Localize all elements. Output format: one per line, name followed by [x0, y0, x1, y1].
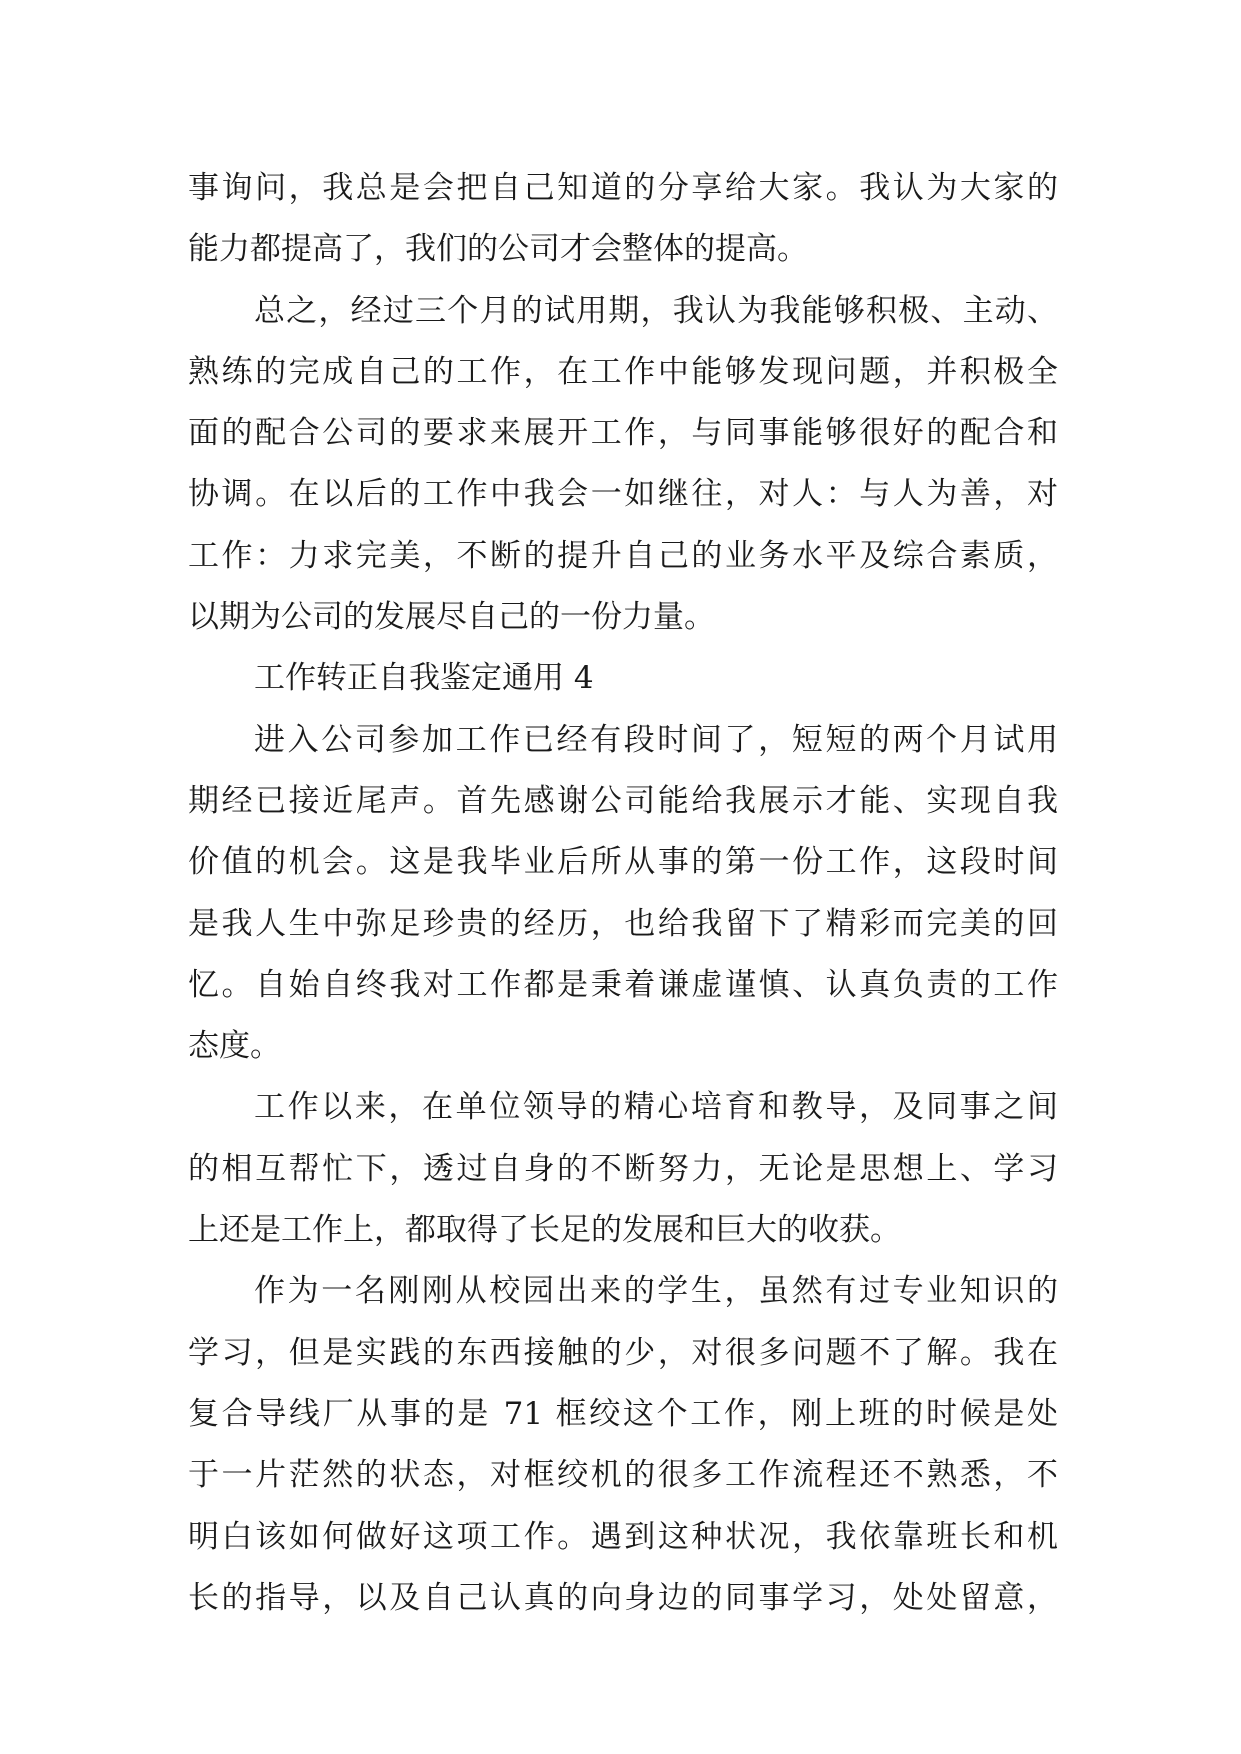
text-line: 学习，但是实践的东西接触的少，对很多问题不了解。我在 — [188, 1334, 1058, 1371]
text-line: 于一片茫然的状态，对框绞机的很多工作流程还不熟悉，不 — [188, 1457, 1058, 1494]
text-line: 价值的机会。这是我毕业后所从事的第一份工作，这段时间 — [188, 844, 1058, 881]
text-line: 协调。在以后的工作中我会一如继往，对人：与人为善，对 — [188, 476, 1058, 513]
paragraph-first-line: 作为一名刚刚从校园出来的学生，虽然有过专业知识的 — [254, 1273, 1058, 1310]
text-line: 复合导线厂从事的是 71 框绞这个工作，刚上班的时候是处 — [188, 1395, 1058, 1432]
text-line: 忆。自始自终我对工作都是秉着谦虚谨慎、认真负责的工作 — [188, 966, 1058, 1003]
text-line: 的相互帮忙下，透过自身的不断努力，无论是思想上、学习 — [188, 1150, 1058, 1187]
text-line: 能力都提高了，我们的公司才会整体的提高。 — [188, 231, 808, 268]
text-line: 是我人生中弥足珍贵的经历，也给我留下了精彩而完美的回 — [188, 905, 1058, 942]
text-line: 态度。 — [188, 1028, 281, 1065]
text-line: 面的配合公司的要求来展开工作，与同事能够很好的配合和 — [188, 415, 1058, 452]
text-line: 工作：力求完美，不断的提升自己的业务水平及综合素质， — [188, 537, 1058, 574]
text-line: 熟练的完成自己的工作，在工作中能够发现问题，并积极全 — [188, 353, 1058, 390]
paragraph-first-line: 工作转正自我鉴定通用 4 — [254, 660, 594, 697]
paragraph-first-line: 进入公司参加工作已经有段时间了，短短的两个月试用 — [254, 721, 1058, 758]
text-line: 明白该如何做好这项工作。遇到这种状况，我依靠班长和机 — [188, 1518, 1058, 1555]
paragraph-first-line: 总之，经过三个月的试用期，我认为我能够积极、主动、 — [254, 292, 1058, 329]
paragraph-first-line: 工作以来，在单位领导的精心培育和教导，及同事之间 — [254, 1089, 1058, 1126]
text-line: 以期为公司的发展尽自己的一份力量。 — [188, 599, 715, 636]
text-line: 长的指导，以及自己认真的向身边的同事学习，处处留意， — [188, 1579, 1058, 1616]
document-body — [188, 158, 1058, 1629]
text-line: 事询问，我总是会把自己知道的分享给大家。我认为大家的 — [188, 170, 1058, 206]
text-line: 上还是工作上，都取得了长足的发展和巨大的收获。 — [188, 1212, 901, 1249]
text-line: 期经已接近尾声。首先感谢公司能给我展示才能、实现自我 — [188, 782, 1058, 819]
